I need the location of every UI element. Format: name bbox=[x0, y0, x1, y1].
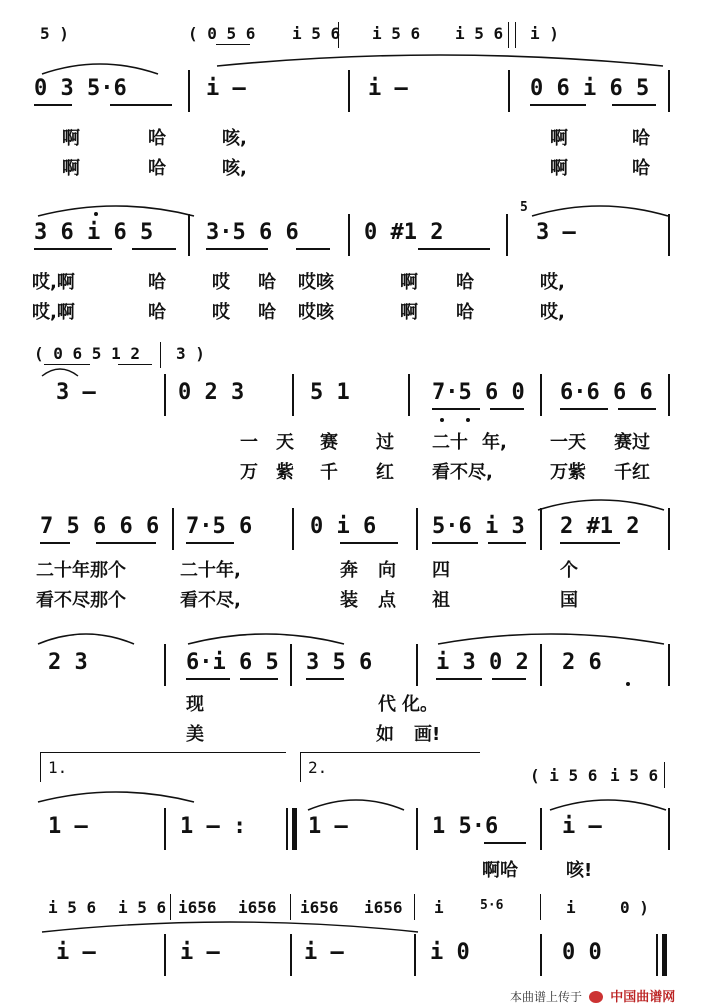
small-group: i656 bbox=[300, 898, 339, 917]
volta-1: 1. bbox=[48, 758, 68, 777]
measure-notes: 7·5 6 bbox=[186, 514, 253, 539]
lyric: 啊 bbox=[62, 128, 80, 149]
volta-2: 2. bbox=[308, 758, 328, 777]
lyric: 啊 bbox=[550, 158, 568, 179]
intro-end: 5 ) bbox=[40, 24, 69, 43]
lyric: 哈 bbox=[456, 272, 474, 293]
lyric: 哎, bbox=[540, 272, 565, 293]
measure-notes: 0 3 5·6 bbox=[34, 76, 127, 101]
lyric: 哎咳 bbox=[298, 302, 334, 323]
intro-group: i 5 6 bbox=[455, 24, 504, 43]
small-group: ( 0 6 5 1 2 bbox=[34, 344, 140, 363]
intro-group: ( 0 5 6 bbox=[188, 24, 256, 43]
measure-notes: 1 — bbox=[308, 814, 348, 839]
lyric: 四 bbox=[432, 560, 450, 581]
lyric: 一天 bbox=[550, 432, 586, 453]
small-group: i656 bbox=[364, 898, 403, 917]
lyric: 啊 bbox=[62, 158, 80, 179]
lyric: 哎 bbox=[212, 302, 230, 323]
lyric: 哎咳 bbox=[298, 272, 334, 293]
lyric: 啊 bbox=[400, 302, 418, 323]
measure-notes: 0 i 6 bbox=[310, 514, 377, 539]
measure-notes: 3 — bbox=[56, 380, 96, 405]
measure-notes: 3 5 6 bbox=[306, 650, 373, 675]
measure-notes: i — bbox=[368, 76, 408, 101]
small-group: i 5 6 bbox=[48, 898, 97, 917]
small-group: 3 ) bbox=[176, 344, 205, 363]
measure-notes: 0 0 bbox=[562, 940, 602, 965]
measure-notes: 0 6 i 6 5 bbox=[530, 76, 650, 101]
lyric: 千 bbox=[320, 462, 338, 483]
lyric: 现 bbox=[186, 694, 204, 715]
lyric: 奔 bbox=[340, 560, 358, 581]
small-group: i bbox=[566, 898, 576, 917]
lyric: 赛过 bbox=[614, 432, 650, 453]
lyric: 啊哈 bbox=[482, 860, 518, 881]
lyric: 哎, bbox=[540, 302, 565, 323]
intro-group: i 5 6 bbox=[372, 24, 421, 43]
measure-notes: 7 5 6 6 6 bbox=[40, 514, 160, 539]
lyric: 哈 bbox=[456, 302, 474, 323]
lyric: 哈 bbox=[258, 302, 276, 323]
measure-notes: 3·5 6 6 bbox=[206, 220, 299, 245]
small-group: i656 bbox=[238, 898, 277, 917]
upload-text: 本曲谱上传于 bbox=[510, 990, 583, 1004]
measure-notes: 6·6 6 6 bbox=[560, 380, 653, 405]
lyric: 如 bbox=[376, 724, 394, 745]
small-group: ( i 5 6 bbox=[530, 766, 598, 785]
measure-notes: 5·6 i 3 bbox=[432, 514, 525, 539]
lyric: 啊 bbox=[400, 272, 418, 293]
lyric: 二十年那个 bbox=[36, 560, 126, 581]
small-group: i656 bbox=[178, 898, 217, 917]
lyric: 啊 bbox=[550, 128, 568, 149]
lyric: 祖 bbox=[432, 590, 450, 611]
lyric: 国 bbox=[560, 590, 578, 611]
lyric: 哎,啊 bbox=[32, 272, 75, 293]
measure-notes: i — bbox=[304, 940, 344, 965]
lyric: 千红 bbox=[614, 462, 650, 483]
measure-notes: i 3 0 2 bbox=[436, 650, 529, 675]
small-group: 5·6 bbox=[480, 898, 504, 913]
intro-group: i 5 6 bbox=[292, 24, 341, 43]
lyric: 哈 bbox=[148, 302, 166, 323]
measure-notes: 6·i 6 5 bbox=[186, 650, 279, 675]
lyric: 二十年, bbox=[180, 560, 241, 581]
measure-notes: i — bbox=[206, 76, 246, 101]
lyric: 哎 bbox=[212, 272, 230, 293]
lyric: 化。 bbox=[402, 694, 438, 715]
lyric: 天 bbox=[276, 432, 294, 453]
intro-group: i ) bbox=[530, 24, 559, 43]
measure-notes: i — bbox=[562, 814, 602, 839]
lyric: 点 bbox=[378, 590, 396, 611]
footer-watermark bbox=[510, 986, 675, 1005]
lyric: 赛 bbox=[320, 432, 338, 453]
site-logo-icon bbox=[589, 991, 603, 1003]
measure-notes: 2 6 bbox=[562, 650, 602, 675]
lyric: 看不尽, bbox=[180, 590, 241, 611]
lyric: 咳, bbox=[222, 128, 247, 149]
grace-note: 5 bbox=[520, 200, 528, 215]
lyric: 红 bbox=[376, 462, 394, 483]
small-group: i bbox=[434, 898, 444, 917]
lyric: 哈 bbox=[148, 128, 166, 149]
measure-notes: 1 5·6 bbox=[432, 814, 499, 839]
measure-notes: 0 2 3 bbox=[178, 380, 245, 405]
measure-notes: i — bbox=[180, 940, 220, 965]
lyric: 哈 bbox=[148, 158, 166, 179]
lyric: 哈 bbox=[632, 128, 650, 149]
site-name: 中国曲谱网 bbox=[610, 990, 676, 1005]
lyric: 美 bbox=[186, 724, 204, 745]
small-group: 0 ) bbox=[620, 898, 649, 917]
measure-notes: 1 — bbox=[48, 814, 88, 839]
measure-notes: 3 6 i 6 5 bbox=[34, 220, 154, 245]
lyric: 代 bbox=[378, 694, 396, 715]
lyric: 个 bbox=[560, 560, 578, 581]
small-group: i 5 6 bbox=[610, 766, 659, 785]
lyric: 二十 bbox=[432, 432, 468, 453]
measure-notes: 0 #1 2 bbox=[364, 220, 444, 245]
lyric: 一 bbox=[240, 432, 258, 453]
measure-notes: 3 — bbox=[536, 220, 576, 245]
measure-notes: i 0 bbox=[430, 940, 470, 965]
lyric: 看不尽, bbox=[432, 462, 493, 483]
measure-notes: 2 3 bbox=[48, 650, 88, 675]
measure-notes: 7·5 6 0 bbox=[432, 380, 525, 405]
measure-notes: 2 #1 2 bbox=[560, 514, 640, 539]
small-group: i 5 6 bbox=[118, 898, 167, 917]
lyric: 年, bbox=[482, 432, 507, 453]
lyric: 装 bbox=[340, 590, 358, 611]
measure-notes: i — bbox=[56, 940, 96, 965]
lyric: 画! bbox=[414, 724, 441, 745]
lyric: 哈 bbox=[148, 272, 166, 293]
lyric: 哈 bbox=[258, 272, 276, 293]
lyric: 向 bbox=[378, 560, 396, 581]
lyric: 哈 bbox=[632, 158, 650, 179]
measure-notes: 1 — : bbox=[180, 814, 247, 839]
lyric: 哎,啊 bbox=[32, 302, 75, 323]
lyric: 过 bbox=[376, 432, 394, 453]
lyric: 咳, bbox=[222, 158, 247, 179]
measure-notes: 5 1 bbox=[310, 380, 350, 405]
lyric: 紫 bbox=[276, 462, 294, 483]
lyric: 看不尽那个 bbox=[36, 590, 126, 611]
lyric: 咳! bbox=[566, 860, 593, 881]
lyric: 万 bbox=[240, 462, 258, 483]
lyric: 万紫 bbox=[550, 462, 586, 483]
